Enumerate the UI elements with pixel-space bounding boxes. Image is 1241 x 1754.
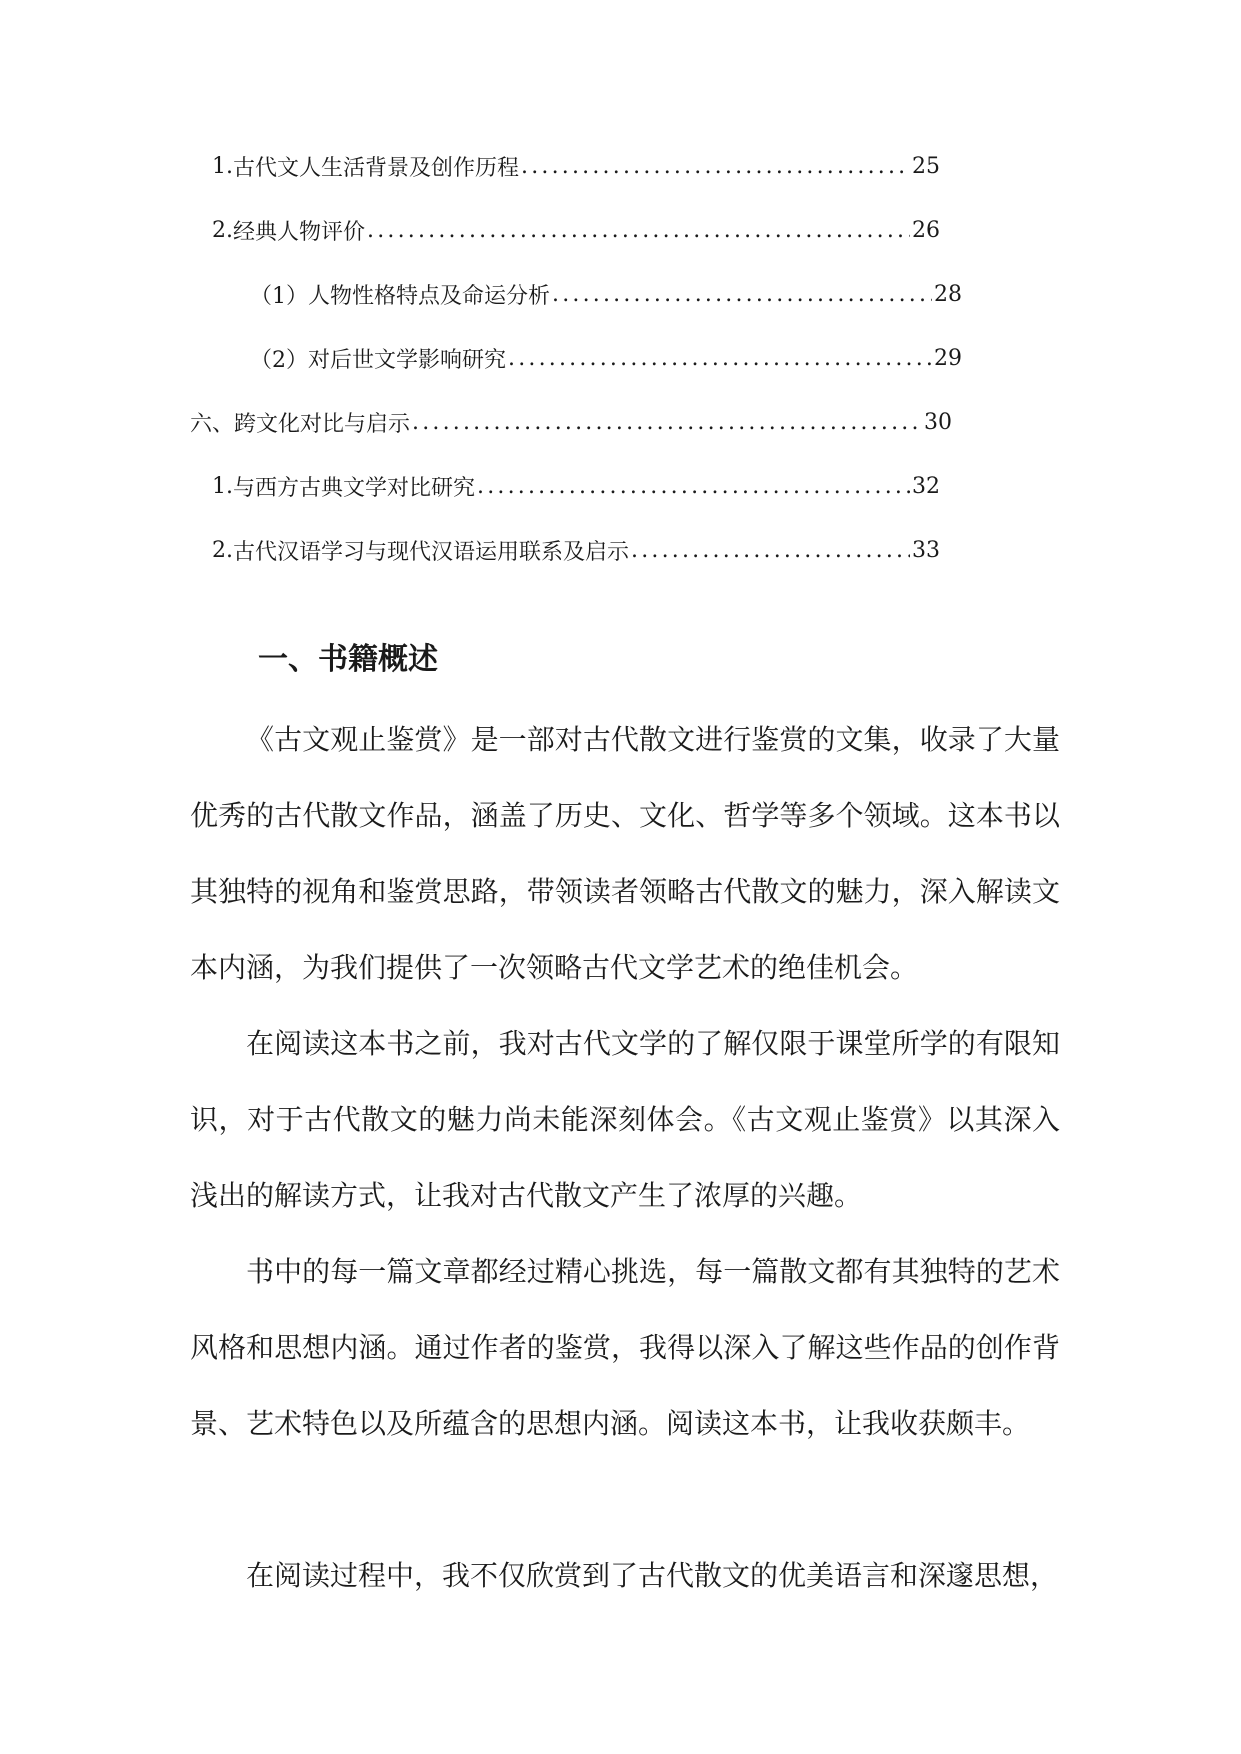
toc-entry-number: 1. [212, 153, 233, 179]
toc-leader-dots [508, 346, 932, 371]
toc-entry-page: 30 [924, 409, 952, 435]
toc-entry-page: 33 [912, 537, 940, 563]
body-paragraph: 《古文观止鉴赏》是一部对古代散文进行鉴赏的文集，收录了大量优秀的古代散文作品，涵盖了历史、文化、哲学等多个领域。这本书以其独特的视角和鉴赏思路，带领读者领略古代散文的魅力，深入解读文本内涵，为我们提供了一次领略古代文学艺术的绝佳机会。 [190, 723, 1060, 984]
toc-entry[interactable] [212, 466, 940, 506]
body-paragraph: 在阅读这本书之前，我对古代文学的了解仅限于课堂所学的有限知识，对于古代散文的魅力尚未能深刻体会。《古文观止鉴赏》以其深入浅出的解读方式，让我对古代散文产生了浓厚的兴趣。 [190, 1027, 1060, 1212]
toc-entry-title: 与西方古典文学对比研究 [233, 475, 476, 501]
toc-entry-title: 古代汉语学习与现代汉语运用联系及启示 [233, 539, 630, 565]
toc-entry[interactable] [212, 210, 940, 250]
toc-entry-number: 2. [212, 217, 233, 243]
toc-entry-title: 六、跨文化对比与启示 [190, 411, 411, 437]
toc-entry-page: 28 [934, 281, 962, 307]
toc-entry[interactable] [212, 530, 940, 570]
toc-entry[interactable] [250, 274, 962, 314]
toc-entry-page: 29 [934, 345, 962, 371]
toc-entry[interactable] [190, 402, 952, 442]
toc-entry-page: 32 [912, 473, 940, 499]
toc-leader-dots [521, 154, 910, 179]
toc-entry-number: 1. [212, 473, 233, 499]
toc-entry[interactable] [250, 338, 962, 378]
toc-leader-dots [477, 474, 910, 499]
toc-entry[interactable] [212, 146, 940, 186]
toc-entry-page: 25 [912, 153, 940, 179]
toc-entry-number: 2. [212, 537, 233, 563]
toc-entry-title: （1）人物性格特点及命运分析 [250, 283, 550, 309]
toc-leader-dots [412, 410, 922, 435]
body-paragraph: 在阅读过程中，我不仅欣赏到了古代散文的优美语言和深邃思想， [246, 1559, 1059, 1592]
toc-entry-title: 古代文人生活背景及创作历程 [233, 155, 520, 181]
toc-entry-title: （2）对后世文学影响研究 [250, 347, 506, 373]
toc-entry-page: 26 [912, 217, 940, 243]
toc-leader-dots [631, 538, 910, 563]
section-heading: 一、书籍概述 [258, 642, 438, 677]
toc-leader-dots [552, 282, 932, 307]
toc-leader-dots [367, 218, 910, 243]
body-paragraph: 书中的每一篇文章都经过精心挑选，每一篇散文都有其独特的艺术风格和思想内涵。通过作者的鉴赏，我得以深入了解这些作品的创作背景、艺术特色以及所蕴含的思想内涵。阅读这本书，让我收获颇丰。 [190, 1255, 1060, 1440]
toc-entry-title: 经典人物评价 [233, 219, 366, 245]
